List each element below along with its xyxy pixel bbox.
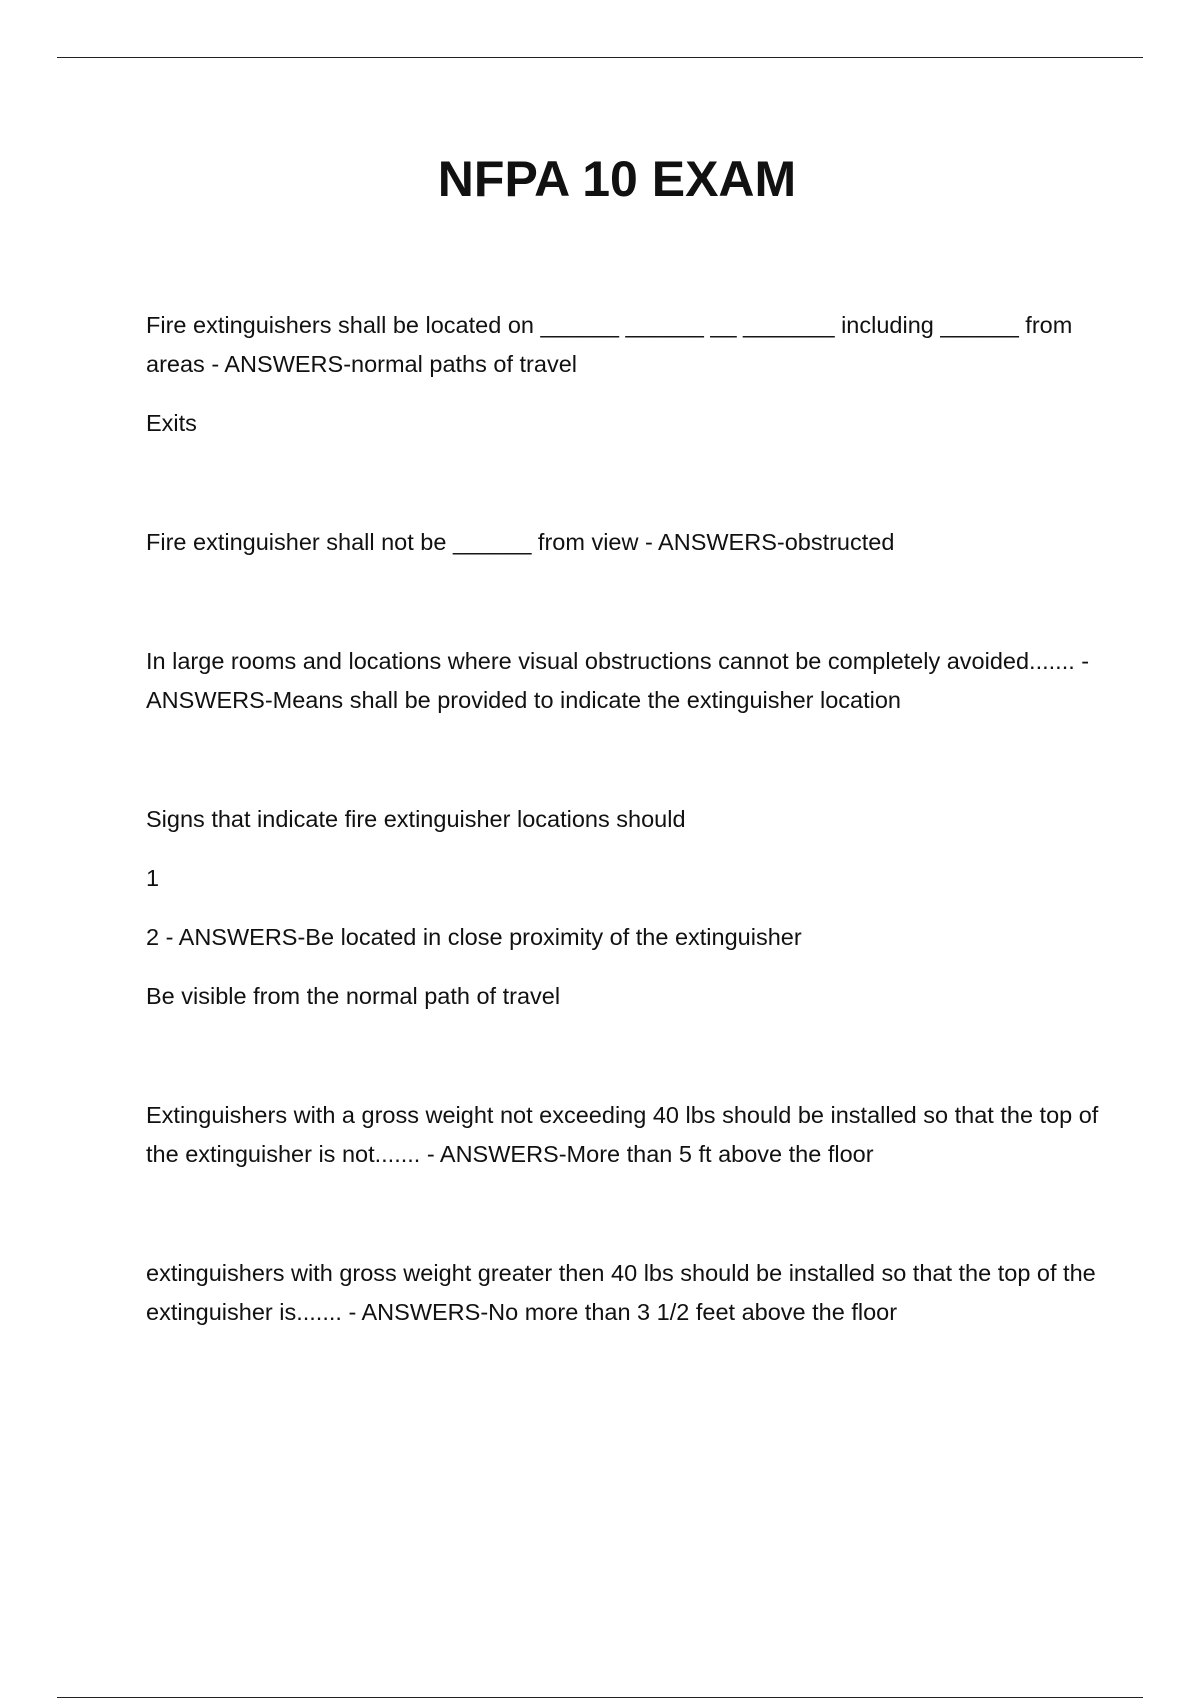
document-title: NFPA 10 EXAM	[437, 151, 797, 207]
answer-paragraph: Exits	[146, 410, 197, 436]
question-paragraph: In large rooms and locations where visual obstructions cannot be completely avoided....... - ANSWERS-Means shall be provided to indicate the extinguisher location	[146, 648, 1090, 713]
question-paragraph: Fire extinguisher shall not be ______ from view - ANSWERS-obstructed	[146, 529, 895, 555]
list-item: 2 - ANSWERS-Be located in close proximity of the extinguisher	[146, 924, 802, 950]
list-item: 1	[146, 865, 160, 891]
question-paragraph: Extinguishers with a gross weight not exceeding 40 lbs should be installed so that the top of the extinguisher is not....... - ANSWERS-More than 5 ft above the floor	[146, 1102, 1099, 1167]
question-paragraph: extinguishers with gross weight greater then 40 lbs should be installed so that the top of the extinguisher is....... - ANSWERS-No more than 3 1/2 feet above the floor	[146, 1260, 1096, 1325]
answer-paragraph: Be visible from the normal path of travel	[146, 983, 561, 1009]
bottom-rule	[57, 1697, 1143, 1698]
question-paragraph: Fire extinguishers shall be located on ______ ______ __ _______ including ______ from areas - ANSWERS-normal paths of travel	[146, 312, 1073, 377]
document-body	[146, 306, 1106, 1332]
question-paragraph: Signs that indicate fire extinguisher locations should	[146, 806, 686, 832]
top-rule	[57, 57, 1143, 58]
